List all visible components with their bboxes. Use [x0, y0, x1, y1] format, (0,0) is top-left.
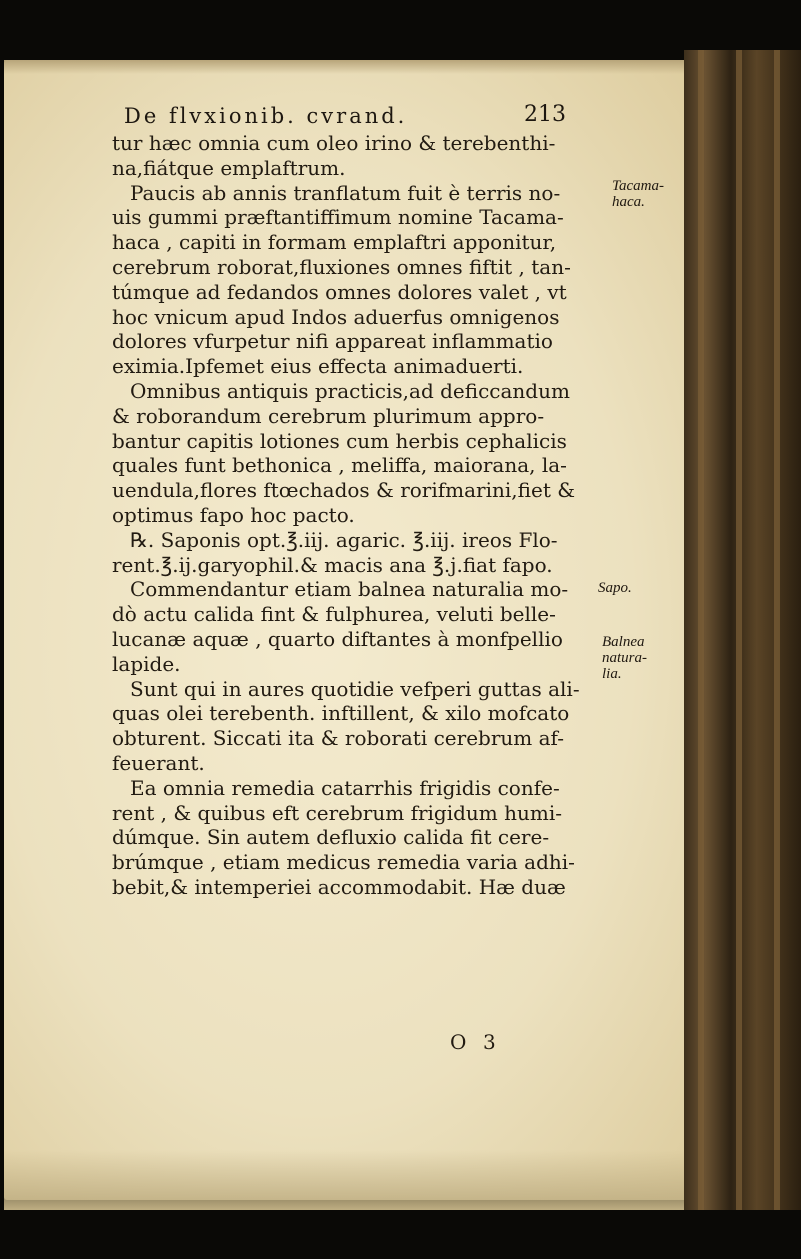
- page-top-shadow: [4, 60, 692, 74]
- text-line: Ea omnia remedia catarrhis frigidis confe-: [130, 775, 560, 800]
- text-line: rent.℥.ij.garyophil.& macis ana ℥.j.fiat fapo.: [112, 552, 553, 577]
- margin-note-tacamahaca: Tacama- haca.: [612, 178, 664, 210]
- text-line: feuerant.: [112, 750, 205, 775]
- text-line: Sunt qui in aures quotidie vefperi guttas ali-: [130, 676, 580, 701]
- page-bottom-shadow: [4, 1150, 692, 1210]
- text-line: uis gummi præftantiffimum nomine Tacama-: [112, 205, 564, 230]
- text-line: hoc vnicum apud Indos aduerfus omnigenos: [112, 304, 560, 329]
- text-line: optimus fapo hoc pacto.: [112, 502, 355, 527]
- text-line: lucanæ aquæ , quarto diftantes à monfpellio: [112, 626, 563, 651]
- text-line: túmque ad fedandos omnes dolores valet , vt: [112, 279, 567, 304]
- running-title: De flvxionib. cvrand.: [124, 104, 408, 128]
- text-line: cerebrum roborat,fluxiones omnes fiftit , tan-: [112, 254, 571, 279]
- text-line: eximia.Ipfemet eius effecta animaduerti.: [112, 354, 524, 379]
- catchword: O: [450, 1030, 467, 1054]
- text-line: quales funt bethonica , meliffa, maiorana, la-: [112, 453, 567, 478]
- margin-note-balnea: Balnea natura- lia.: [602, 634, 647, 682]
- text-line: & roborandum cerebrum plurimum appro-: [112, 403, 545, 428]
- text-line: ℞. Saponis opt.℥.iij. agaric. ℥.iij. ireos Flo-: [130, 527, 558, 552]
- text-line: quas olei terebenth. inftillent, & xilo mofcato: [112, 701, 570, 726]
- text-line: uendula,flores ftœchados & rorifmarini,fiet &: [112, 478, 576, 503]
- text-line: bantur capitis lotiones cum herbis cephalicis: [112, 428, 567, 453]
- page-number: 213: [524, 102, 566, 127]
- text-line: lapide.: [112, 651, 181, 676]
- book-binding-edge: [684, 50, 801, 1210]
- signature-mark: 3: [483, 1030, 496, 1054]
- text-line: Commendantur etiam balnea naturalia mo-: [130, 577, 569, 602]
- text-line: dolores vfurpetur nifi appareat inflammatio: [112, 329, 553, 354]
- text-line: Paucis ab annis tranflatum fuit è terris no-: [130, 180, 561, 205]
- margin-note-sapo: Sapo.: [598, 580, 632, 596]
- body-text: [112, 131, 592, 900]
- text-line: rent , & quibus eft cerebrum frigidum humi-: [112, 800, 563, 825]
- text-line: brúmque , etiam medicus remedia varia adhi-: [112, 850, 575, 875]
- text-line: bebit,& intemperiei accommodabit. Hæ duæ: [112, 874, 566, 899]
- text-line: dúmque. Sin autem defluxio calida fit cere-: [112, 825, 550, 850]
- text-line: na,fiátque emplaftrum.: [112, 155, 346, 180]
- text-line: haca , capiti in formam emplaftri apponitur,: [112, 230, 557, 255]
- text-line: obturent. Siccati ita & roborati cerebrum af-: [112, 726, 564, 751]
- text-line: dò actu calida fint & fulphurea, veluti belle-: [112, 602, 556, 627]
- text-line: tur hæc omnia cum oleo irino & terebenthi-: [112, 131, 556, 155]
- text-line: Omnibus antiquis practicis,ad deficcandum: [130, 378, 570, 403]
- running-header: [124, 104, 544, 128]
